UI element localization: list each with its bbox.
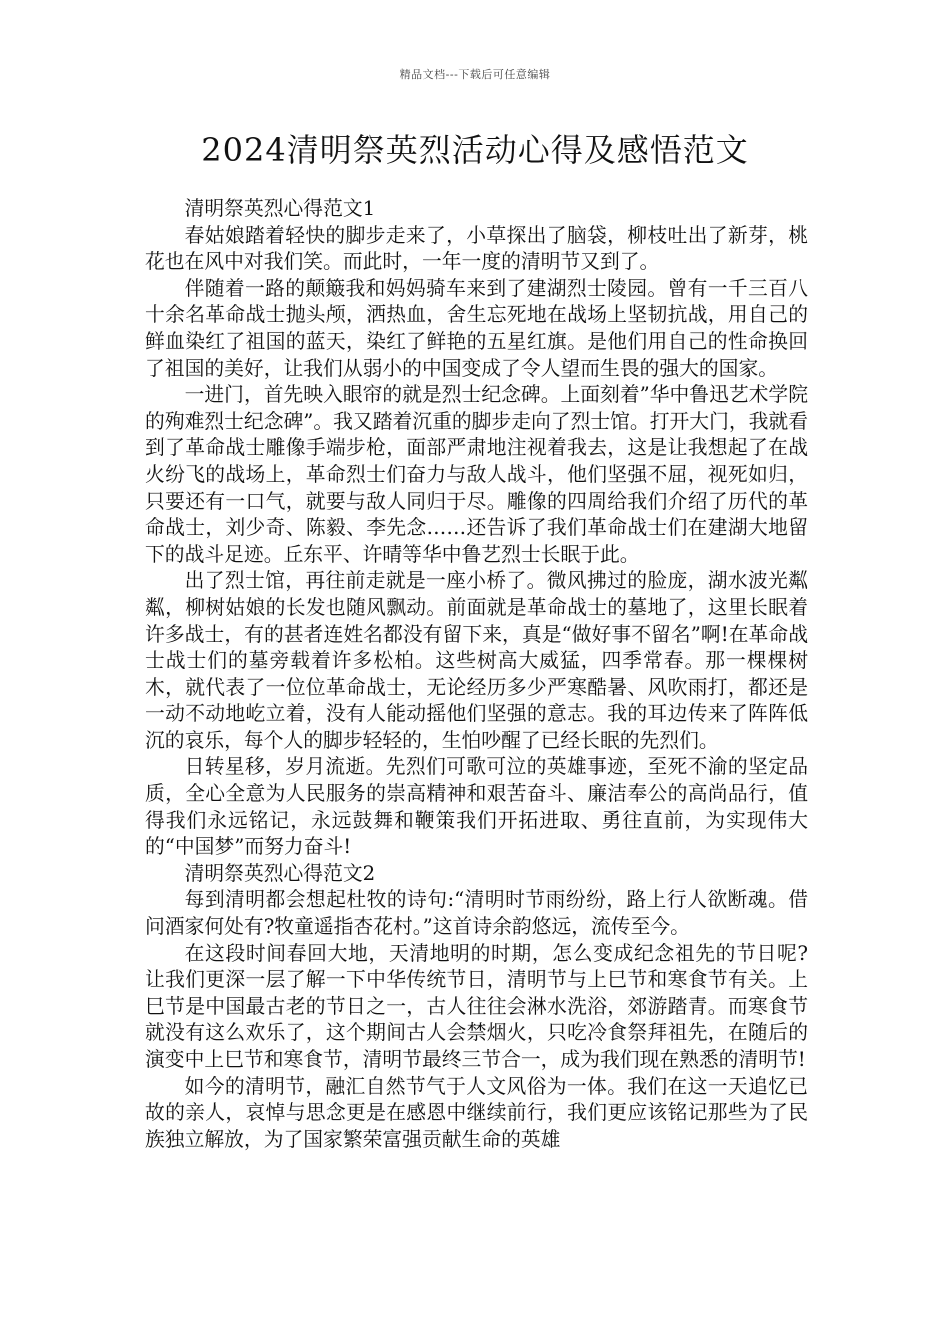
paragraph: 伴随着一路的颠簸我和妈妈骑车来到了建湖烈士陵园。曾有一千三百八十余名革命战士抛头颅，洒热血，舍生忘死地在战场上坚韧抗战，用自己的鲜血染红了祖国的蓝天，染红了鲜艳的五星红旗。是他们用自己的性命换回了祖国的美好，让我们从弱小的中国变成了令人望而生畏的强大的国家。	[145, 276, 808, 380]
paragraph: 如今的清明节，融汇自然节气于人文风俗为一体。我们在这一天追忆已故的亲人，哀悼与思念更是在感恩中继续前行，我们更应该铭记那些为了民族独立解放，为了国家繁荣富强贡献生命的英雄	[145, 1074, 808, 1151]
section-heading-1: 清明祭英烈心得范文1	[184, 197, 376, 220]
paragraph: 春姑娘踏着轻快的脚步走来了，小草探出了脑袋，柳枝吐出了新芽，桃花也在风中对我们笑。而此时，一年一度的清明节又到了。	[145, 223, 808, 274]
paragraph: 出了烈士馆，再往前走就是一座小桥了。微风拂过的脸庞，湖水波光粼粼，柳树姑娘的长发也随风飘动。前面就是革命战士的墓地了，这里长眠着许多战士，有的甚者连姓名都没有留下来，真是“做好事不留名”啊!在革命战士战士们的墓旁载着许多松柏。这些树高大威猛，四季常春。那一棵棵树木，就代表了一位位革命战士，无论经历多少严寒酷暑、风吹雨打，都还是一动不动地屹立着，没有人能动摇他们坚强的意志。我的耳边传来了阵阵低沉的哀乐，每个人的脚步轻轻的，生怕吵醒了已经长眠的先烈们。	[145, 569, 808, 752]
paragraph: 一进门，首先映入眼帘的就是烈士纪念碑。上面刻着”华中鲁迅艺术学院的殉难烈士纪念碑”。我又踏着沉重的脚步走向了烈士馆。打开大门，我就看到了革命战士雕像手端步枪，面部严肃地注视着我去，这是让我想起了在战火纷飞的战场上，革命烈士们奋力与敌人战斗，他们坚强不屈，视死如归，只要还有一口气，就要与敌人同归于尽。雕像的四周给我们介绍了历代的革命战士，刘少奇、陈毅、李先念……还告诉了我们革命战士们在建湖大地留下的战斗足迹。丘东平、许晴等华中鲁艺烈士长眠于此。	[145, 383, 808, 566]
section-heading-2: 清明祭英烈心得范文2	[184, 861, 376, 885]
paragraph: 每到清明都会想起杜牧的诗句:“清明时节雨纷纷，路上行人欲断魂。借问酒家何处有?牧童遥指杏花村。”这首诗余韵悠远，流传至今。	[145, 888, 808, 939]
page-header-note: 精品文档---下载后可任意编辑	[399, 68, 551, 81]
paragraph: 在这段时间春回大地，天清地明的时期，怎么变成纪念祖先的节日呢?让我们更深一层了解一下中华传统节日，清明节与上巳节和寒食节有关。上巳节是中国最古老的节日之一，古人往往会淋水洗浴，郊游踏青。而寒食节就没有这么欢乐了，这个期间古人会禁烟火，只吃冷食祭拜祖先，在随后的演变中上巳节和寒食节，清明节最终三节合一，成为我们现在熟悉的清明节!	[145, 941, 808, 1071]
document-body	[145, 196, 808, 1153]
document-title: 2024清明祭英烈活动心得及感悟范文	[201, 131, 749, 169]
paragraph: 日转星移，岁月流逝。先烈们可歌可泣的英雄事迹，至死不渝的坚定品质，全心全意为人民服务的崇高精神和艰苦奋斗、廉洁奉公的高尚品行，值得我们永远铭记，永远鼓舞和鞭策我们开拓进取、勇往直前，为实现伟大的“中国梦”而努力奋斗!	[145, 755, 808, 859]
